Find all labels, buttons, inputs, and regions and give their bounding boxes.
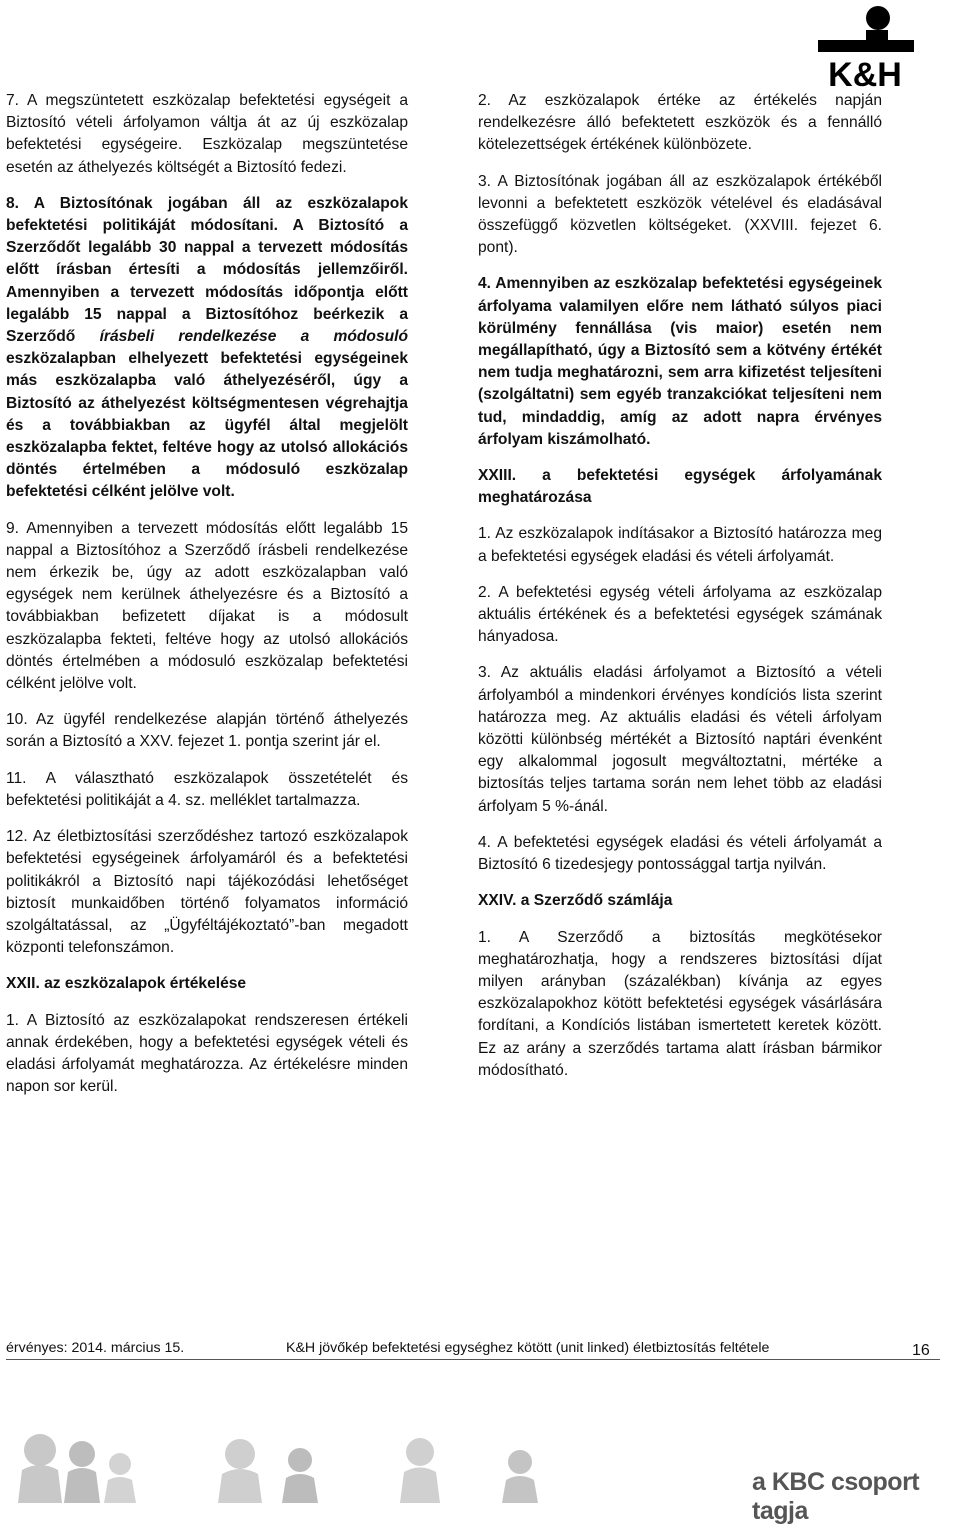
section-heading-xxiv: XXIV. a Szerződő számlája: [478, 892, 673, 910]
paragraph-xxii-2: 2. Az eszközalapok értéke az értékelés napján rendelkezésre álló befektetett eszközök és a fennálló kötelezettségek értékének különbözete.: [478, 92, 882, 154]
decorative-figures-graphic: [0, 1420, 620, 1503]
footer-title: K&H jövőkép befektetési egységhez kötött (unit linked) életbiztosítás feltétele: [286, 1340, 770, 1356]
paragraph-12: 12. Az életbiztosítási szerződéshez tartozó eszközalapok befektetési egységeinek árfolyamáról és a befektetési politikákról a Biztosító napi tájékozódási lehetőséget biztosít munkaidőben történő folyamatos információ szolgáltatással, az „Ügyféltájékoztató”-ban megadott központi telefonszámon.: [6, 828, 408, 957]
footer-divider: [6, 1359, 940, 1360]
paragraph-8-italic: írásbeli rendelkezése a módosuló: [99, 328, 409, 346]
paragraph-8: [6, 193, 408, 504]
paragraph-9: 9. Amennyiben a tervezett módosítás előtt legalább 15 nappal a Biztosítóhoz a Szerződő írásbeli rendelkezése nem érkezik be, úgy az adott eszközalapban való egységek nem kerülnek áthelyezésre és a Biztosító a továbbiakban befizetett díjakat is a módosult eszközalapba fekteti, feltéve hogy az utolsó allokációs döntés értelmében a módosuló eszközalap befektetési célként jelölve volt.: [6, 519, 408, 693]
paragraph-8-part-a: 8. A Biztosítónak jogában áll az eszközalapok befektetési politikáját módosítani. A Biztosító a Szerződőt legalább 30 nappal a tervezett módosítás előtt írásban értesíti a módosítás jellemzőiről.: [6, 194, 408, 279]
paragraph-11: 11. A választható eszközalapok összetételét és befektetési politikáját a 4. sz. melléklet tartalmazza.: [6, 769, 408, 809]
right-column: [478, 90, 882, 1082]
paragraph-xxii-1: 1. A Biztosító az eszközalapokat rendszeresen értékeli annak érdekében, hogy a befektetési egységek vételi és eladási árfolyamát meghatározza. Az értékelésre minden napon sor kerül.: [6, 1011, 408, 1096]
section-heading-xxii: XXII. az eszközalapok értékelése: [6, 975, 247, 993]
paragraph-xxii-3: 3. A Biztosítónak jogában áll az eszközalapok értékéből levonni a befektetett eszközök vételével és eladásával összefüggő közvetlen költségeket. (XXVIII. fejezet 6. pont).: [478, 172, 882, 257]
page-number: 16: [912, 1342, 930, 1359]
logo-text: K&H: [828, 56, 902, 88]
paragraph-xxiii-1: 1. Az eszközalapok indításakor a Biztosító határozza meg a befektetési egységek eladási és vételi árfolyamát.: [478, 525, 882, 565]
paragraph-xxiii-3: 3. Az aktuális eladási árfolyamot a Biztosító a vételi árfolyamból a mindenkori érvényes kondíciós lista szerint határozza meg. Az aktuális eladási és vételi árfolyam közötti különbség mértékét a Biztosító naptári évenként egy alkalommal jogosult megváltoztatni, mértéke a biztosítás teljes tartama során nem lehet több az eladási árfolyam 5 %-ánál.: [478, 664, 882, 815]
section-heading-xxiii: XXIII. a befektetési egységek árfolyamának meghatározása: [478, 467, 882, 507]
paragraph-8-part-c: eszközalapban elhelyezett befektetési egységeinek más eszközalapba való áthelyezéséről, úgy a Biztosító az áthelyezést költségmentesen végrehajtja és a továbbiakban az ügyfél által megjelölt eszközalapba fektet, feltéve hogy az utolsó allokációs döntés értelmében a módosuló eszközalap befektetési célként jelölve volt.: [6, 350, 408, 501]
paragraph-10: 10. Az ügyfél rendelkezése alapján történő áthelyezés során a Biztosító a XXV. fejezet 1. pontja szerint jár el.: [6, 711, 408, 751]
paragraph-xxiii-2: 2. A befektetési egység vételi árfolyama az eszközalap aktuális értékének és a befektetési egységek számának hányadosa.: [478, 583, 882, 646]
paragraph-xxiii-4: 4. A befektetési egységek eladási és vételi árfolyamát a Biztosító 6 tizedesjegy pontossággal tartja nyilván.: [478, 833, 882, 874]
paragraph-xxii-4: 4. Amennyiben az eszközalap befektetési egységeinek árfolyama valamilyen előre nem látható súlyos piaci körülmény fennállása (vis maior) esetén nem megállapítható, úgy a Biztosító sem a kötvény értékét nem tudja meghatározni, sem arra kifizetést teljesíteni (szolgáltatni) sem egyéb tranzakciókat teljesíteni nem tud, mindaddig, amíg az adott napra érvényes árfolyam kiszámolható.: [478, 275, 882, 448]
footer-date: érvényes: 2014. március 15.: [6, 1340, 185, 1356]
kbc-group-tagline: a KBC csoport tagja: [752, 1468, 920, 1525]
paragraph-xxiv-1: 1. A Szerződő a biztosítás megkötésekor meghatározhatja, hogy a rendszeres biztosítási díjat milyen arányban (százalékban) kívánja az egyes eszközalapokhoz kötött befektetési egységek vásárlására fordítani, a Kondíciós listában ismertetett keretek között. Ez az arány a szerződés tartama alatt írásban bármikor módosítható.: [478, 928, 882, 1079]
paragraph-8-part-b: Amennyiben a tervezett módosítás időpontja előtt legalább 15 nappal a Biztosítóhoz beérkezik a Szerződő: [6, 283, 408, 346]
kh-logo: [808, 4, 922, 88]
left-column: [6, 90, 408, 1098]
paragraph-7: 7. A megszüntetett eszközalap befektetési egységeit a Biztosító vételi árfolyamon váltja át az új eszközalap befektetési egységeire. Eszközalap megszüntetése esetén az áthelyezés költségét a Biztosító fedezi.: [6, 92, 408, 176]
